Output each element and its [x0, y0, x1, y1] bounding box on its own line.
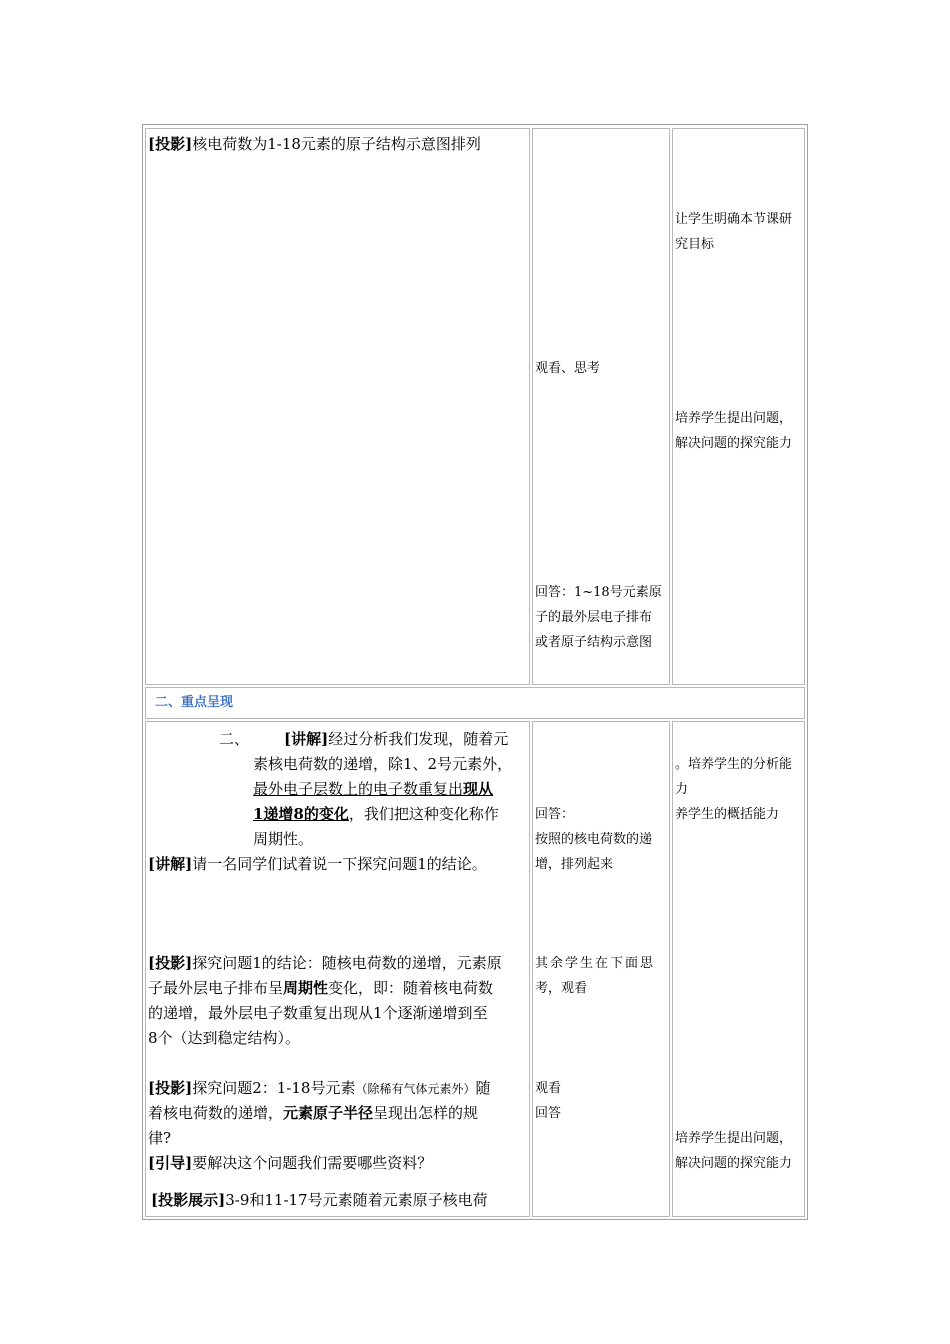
ability2-line-2: 解决问题的探究能力: [675, 1156, 793, 1171]
answer-label: 回答：: [535, 807, 575, 822]
summary-text: 养学生的概括能力: [675, 807, 780, 822]
analysis-line-1: 。培养学生的分析能: [675, 757, 793, 772]
guide-line: [引导]要解决这个问题我们需要哪些资料？: [148, 1154, 433, 1172]
conclusion-line-3: 的递增，最外层电子数重复出现从1个逐渐递增到至: [148, 1004, 488, 1022]
explain-line-1: [讲解]经过分析我们发现，随着元: [284, 730, 509, 748]
explain-request: [讲解]请一名同学们试着说一下探究问题1的结论。: [148, 855, 487, 873]
question2-line-1: [投影]探究问题2：1-18号元素（除稀有气体元素外）随: [148, 1079, 491, 1097]
others-line-2: 考，观看: [535, 981, 588, 996]
ability-line-1: 培养学生提出问题，: [675, 411, 793, 426]
answer-line-2: 子的最外层电子排布: [535, 610, 653, 625]
ability2-line-1: 培养学生提出问题，: [675, 1131, 793, 1146]
conclusion-line-1: [投影]探究问题1的结论：随核电荷数的递增，元素原: [148, 954, 502, 972]
watch-text: 观看: [535, 1081, 562, 1096]
analysis-line-2: 力: [675, 782, 689, 797]
explain-line-2: 素核电荷数的递增，除1、2号元素外，: [253, 755, 513, 773]
answer-line-3: 或者原子结构示意图: [535, 635, 653, 650]
question2-line-2: 着核电荷数的递增，元素原子半径呈现出怎样的规: [148, 1104, 479, 1122]
question2-line-3: 律?: [148, 1129, 172, 1147]
section-title: 二、重点呈现: [155, 695, 234, 710]
answer-line-1: 回答：1~18号元素原: [535, 585, 662, 600]
explain-line-4: 1递增8的变化，我们把这种变化称作: [253, 805, 499, 823]
ability-line-2: 解决问题的探究能力: [675, 436, 793, 451]
goal-line-1: 让学生明确本节课研: [675, 212, 793, 227]
explain-line-5: 周期性。: [253, 830, 314, 848]
conclusion-line-2: 子最外层电子排布呈周期性变化，即：随着核电荷数: [148, 979, 494, 997]
explain-line-3: 最外电子层数上的电子数重复出现从: [253, 780, 494, 798]
answer-arrange-line-2: 增，排列起来: [535, 857, 614, 872]
reply-text: 回答: [535, 1106, 562, 1121]
projection-show-line: [投影展示]3-9和11-17号元素随着元素原子核电荷: [151, 1191, 488, 1209]
conclusion-line-4: 8个（达到稳定结构）。: [148, 1029, 301, 1047]
section-header-cell: [145, 687, 805, 719]
projection-line: [投影]核电荷数为1-18元素的原子结构示意图排列: [148, 135, 481, 153]
others-line-1: 其余学生在下面思: [535, 956, 656, 971]
observe-text: 观看、思考: [535, 361, 601, 376]
paragraph-number: 二、: [219, 730, 250, 748]
goal-line-2: 究目标: [675, 237, 715, 252]
answer-arrange-line-1: 按照的核电荷数的递: [535, 832, 653, 847]
row1-activity-cell: [145, 128, 530, 685]
